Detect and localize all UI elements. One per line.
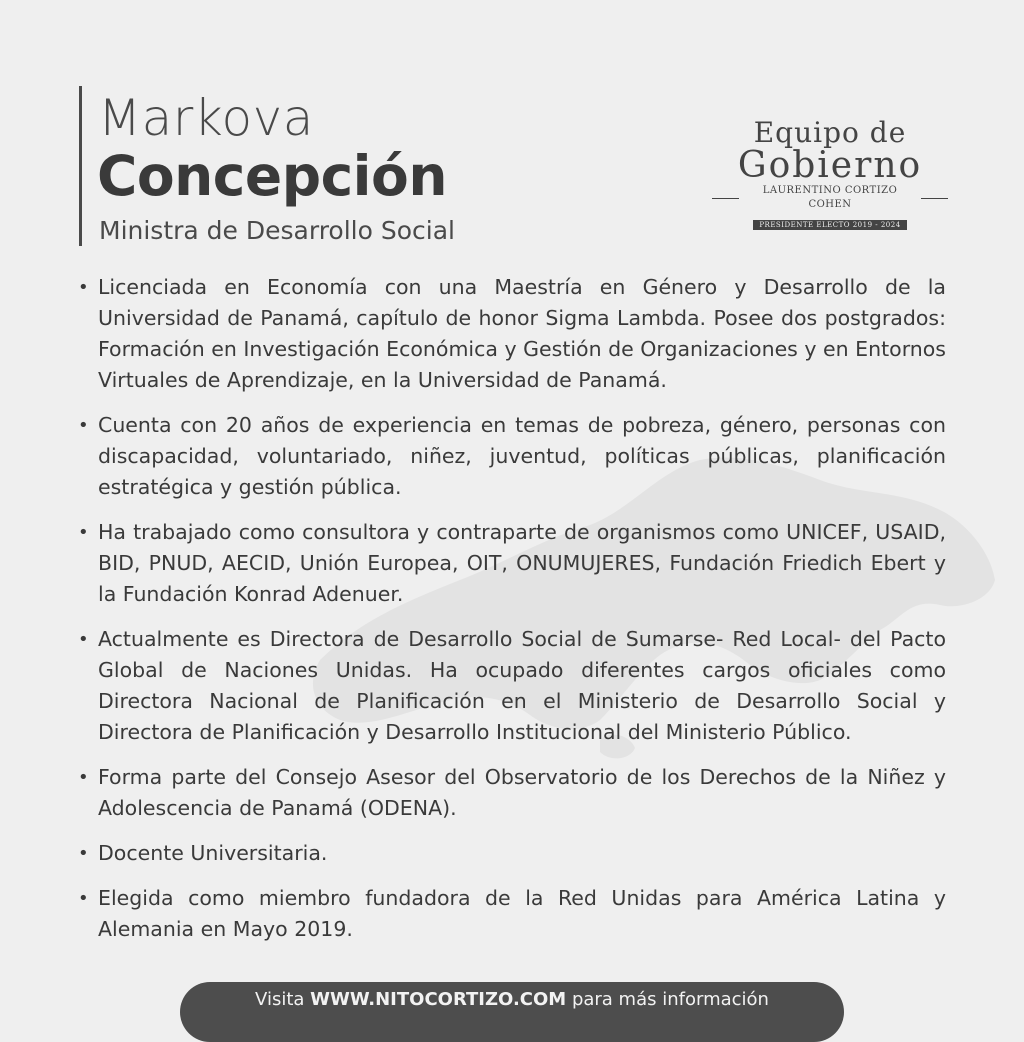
bio-bullet-list bbox=[78, 272, 946, 959]
bullet-text: Actualmente es Directora de Desarrollo Social de Sumarse- Red Local- del Pacto Global de Naciones Unidas. Ha ocupado diferentes cargos oficiales como Directora Nacional de Planificación en el Ministerio de Desarrollo Social y Directora de Planificación y Desarrollo Institucional del Ministerio Público. bbox=[98, 627, 946, 744]
logo-line4: PRESIDENTE ELECTO 2019 - 2024 bbox=[753, 220, 906, 230]
bullet-text: Elegida como miembro fundadora de la Red Unidas para América Latina y Alemania en Mayo 2019. bbox=[98, 886, 946, 941]
bullet-text: Cuenta con 20 años de experiencia en temas de pobreza, género, personas con discapacidad, voluntariado, niñez, juventud, políticas públicas, planificación estratégica y gestión pública. bbox=[98, 413, 946, 499]
last-name: Concepción bbox=[97, 144, 447, 208]
logo-line1: Equipo de bbox=[753, 116, 907, 149]
role-title: Ministra de Desarrollo Social bbox=[99, 216, 455, 245]
bullet-item: • Cuenta con 20 años de experiencia en temas de pobreza, género, personas con discapacidad, voluntariado, niñez, juventud, políticas públicas, planificación estratégica y gestión pública. bbox=[78, 413, 946, 499]
bullet-text: Licenciada en Economía con una Maestría en Género y Desarrollo de la Universidad de Panamá, capítulo de honor Sigma Lambda. Posee dos postgrados: Formación en Investigación Económica y Gestión de Organizaciones y en Entornos Virtuales de Aprendizaje, en la Universidad de Panamá. bbox=[98, 275, 946, 392]
bullet-item: • Licenciada en Economía con una Maestría en Género y Desarrollo de la Universidad de Panamá, capítulo de honor Sigma Lambda. Posee dos postgrados: Formación en Investigación Económica y Gestión de Organizaciones y en Entornos Virtuales de Aprendizaje, en la Universidad de Panamá. bbox=[78, 275, 946, 392]
header-accent-bar bbox=[79, 86, 82, 246]
bullet-item: • Elegida como miembro fundadora de la Red Unidas para América Latina y Alemania en Mayo 2019. bbox=[78, 886, 946, 941]
bullet-text: Docente Universitaria. bbox=[98, 841, 328, 865]
bullet-item: • Forma parte del Consejo Asesor del Observatorio de los Derechos de la Niñez y Adolescencia de Panamá (ODENA). bbox=[78, 765, 946, 820]
bullet-text: Ha trabajado como consultora y contraparte de organismos como UNICEF, USAID, BID, PNUD, AECID, Unión Europea, OIT, ONUMUJERES, Fundación Friedich Ebert y la Fundación Konrad Adenuer. bbox=[98, 520, 946, 606]
first-name: Markova bbox=[98, 89, 314, 147]
bullet-text: Forma parte del Consejo Asesor del Observatorio de los Derechos de la Niñez y Adolescencia de Panamá (ODENA). bbox=[98, 765, 946, 820]
bullet-item: • Docente Universitaria. bbox=[78, 841, 328, 865]
footer-url-link[interactable]: WWW.NITOCORTIZO.COM bbox=[310, 989, 567, 1010]
logo-line2: Gobierno bbox=[737, 145, 923, 186]
footer-website-banner bbox=[180, 982, 844, 1042]
footer-prefix: Visita bbox=[255, 989, 305, 1010]
logo-line3-text: LAURENTINO CORTIZO COHEN bbox=[762, 185, 898, 210]
bullet-item: • Actualmente es Directora de Desarrollo Social de Sumarse- Red Local- del Pacto Global de Naciones Unidas. Ha ocupado diferentes cargos oficiales como Directora Nacional de Planificación en el Ministerio de Desarrollo Social y Directora de Planificación y Desarrollo Institucional del Ministerio Público. bbox=[78, 627, 946, 744]
bullet-item: • Ha trabajado como consultora y contraparte de organismos como UNICEF, USAID, BID, PNUD, AECID, Unión Europea, OIT, ONUMUJERES, Fundación Friedich Ebert y la Fundación Konrad Adenuer. bbox=[78, 520, 946, 606]
footer-suffix: para más información bbox=[571, 989, 769, 1010]
logo-line3 bbox=[712, 184, 948, 212]
equipo-de-gobierno-logo bbox=[712, 116, 948, 229]
